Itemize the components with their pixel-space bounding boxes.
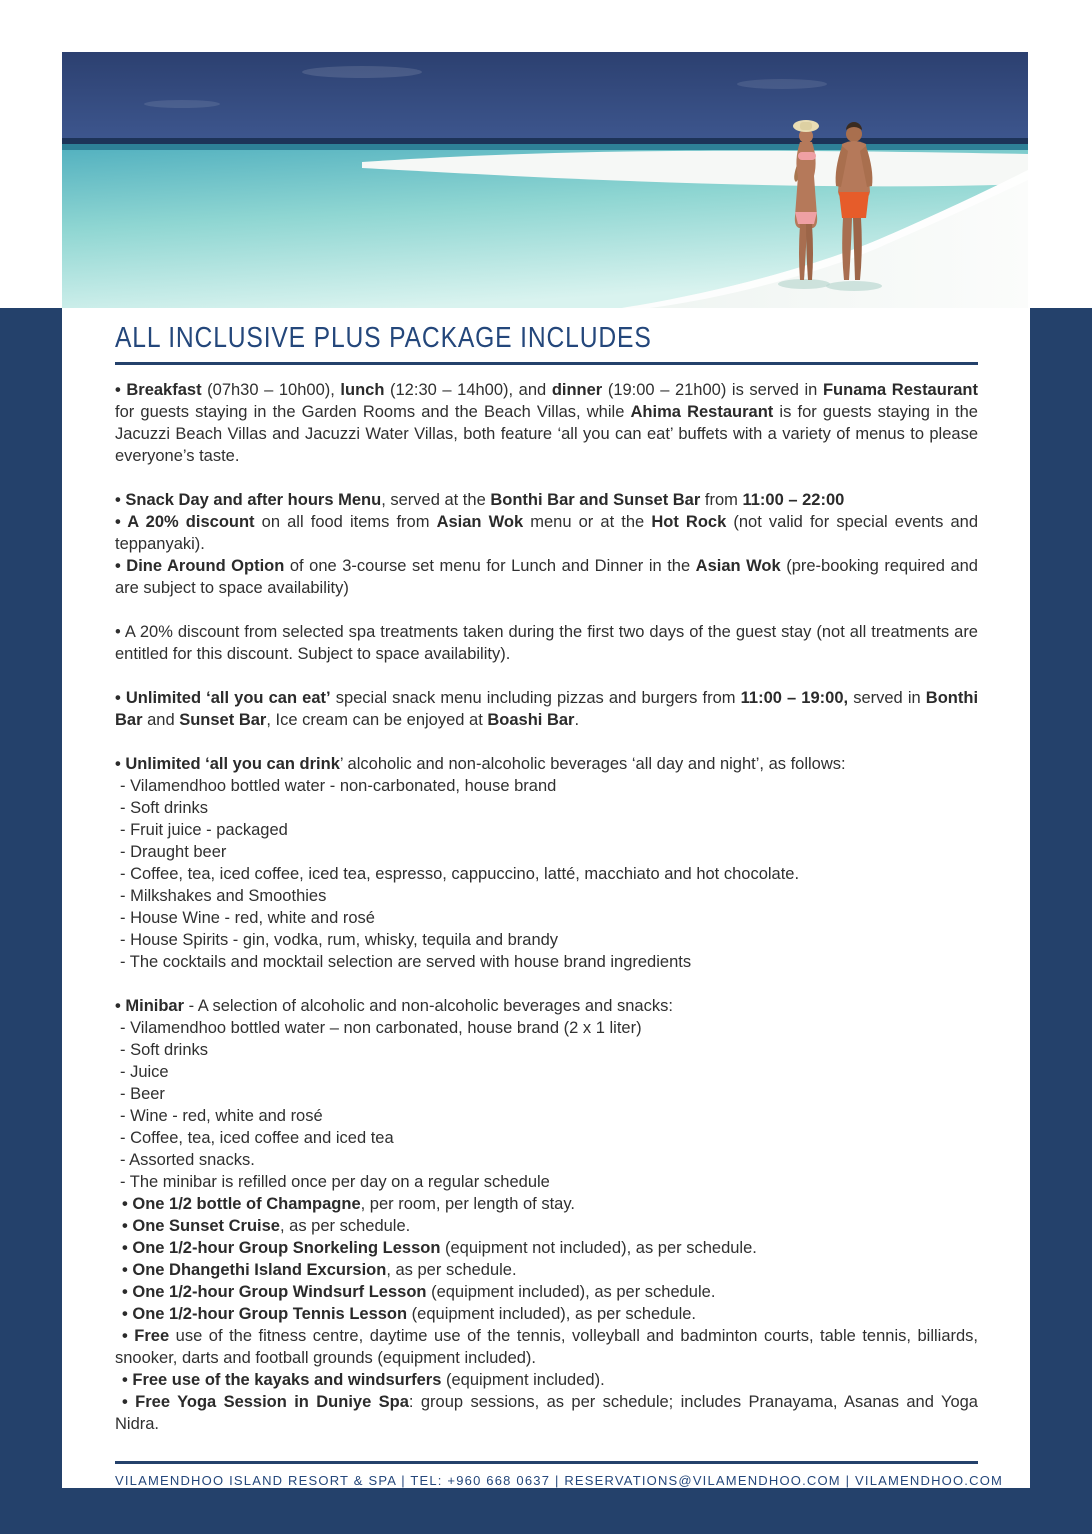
package-details: [115, 379, 978, 1435]
content-line: - Coffee, tea, iced coffee, iced tea, espresso, cappuccino, latté, macchiato and hot chocolate.: [120, 865, 800, 883]
content-line: - Soft drinks: [120, 1041, 209, 1059]
content-line: - Draught beer: [120, 843, 227, 861]
content-line: • Unlimited ‘all you can drink’ alcoholic and non-alcoholic beverages ‘all day and night’, as follows:: [115, 755, 846, 773]
horizon: [62, 138, 1028, 145]
footer-contact: VILAMENDHOO ISLAND RESORT & SPA | TEL: +960 668 0637 | RESERVATIONS@VILAMENDHOO.COM | VILAMENDHOO.COM: [115, 1473, 1004, 1488]
page-title: ALL INCLUSIVE PLUS PACKAGE INCLUDES: [115, 322, 652, 354]
content-line: - Vilamendhoo bottled water - non-carbonated, house brand: [120, 777, 557, 795]
right-border-bar: [1030, 308, 1092, 1534]
content-line: • A 20% discount from selected spa treatments taken during the first two days of the guest stay (not all treatments are entitled for this discount. Subject to space availability).: [115, 623, 978, 663]
content-line: • One 1/2 bottle of Champagne, per room, per length of stay.: [122, 1195, 575, 1213]
left-border-bar: [0, 308, 62, 1534]
title-rule: [115, 362, 978, 365]
content-line: - Wine - red, white and rosé: [120, 1107, 323, 1125]
beach-scene-illustration: [62, 52, 1028, 308]
content-line: - The minibar is refilled once per day on a regular schedule: [120, 1173, 550, 1191]
content-line: • Free use of the fitness centre, daytime use of the tennis, volleyball and badminton courts, table tennis, billiards, snooker, darts and football grounds (equipment included).: [115, 1327, 978, 1367]
content-line: - Assorted snacks.: [120, 1151, 255, 1169]
content-line: • One Dhangethi Island Excursion, as per schedule.: [122, 1261, 517, 1279]
content-line: - Beer: [120, 1085, 165, 1103]
content-line: • One 1/2-hour Group Snorkeling Lesson (equipment not included), as per schedule.: [122, 1239, 757, 1257]
content-line: • One Sunset Cruise, as per schedule.: [122, 1217, 411, 1235]
content-line: - Coffee, tea, iced coffee and iced tea: [120, 1129, 394, 1147]
content-line: • Minibar - A selection of alcoholic and non-alcoholic beverages and snacks:: [115, 997, 673, 1015]
content-line: • Dine Around Option of one 3-course set menu for Lunch and Dinner in the Asian Wok (pre-booking required and are subject to space availability): [115, 557, 978, 597]
content-line: • Unlimited ‘all you can eat’ special snack menu including pizzas and burgers from 11:00 – 19:00, served in Bonthi Bar and Sunset Bar, Ice cream can be enjoyed at Boashi Bar.: [115, 689, 979, 729]
hero-photo: [62, 52, 1028, 308]
content-line: - Vilamendhoo bottled water – non carbonated, house brand (2 x 1 liter): [120, 1019, 642, 1037]
content-line: • A 20% discount on all food items from Asian Wok menu or at the Hot Rock (not valid for special events and teppanyaki).: [115, 513, 979, 553]
content-line: • One 1/2-hour Group Windsurf Lesson (equipment included), as per schedule.: [122, 1283, 716, 1301]
content-line: • Free Yoga Session in Duniye Spa: group sessions, as per schedule; includes Pranayama, Asanas and Yoga Nidra.: [115, 1393, 978, 1433]
content-line: - Fruit juice - packaged: [120, 821, 288, 839]
content-line: - House Wine - red, white and rosé: [120, 909, 375, 927]
content-line: • Breakfast (07h30 – 10h00), lunch (12:30 – 14h00), and dinner (19:00 – 21h00) is served in Funama Restaurant for guests staying in the Garden Rooms and the Beach Villas, while Ahima Restaurant is for guests staying in the Jacuzzi Beach Villas and Jacuzzi Water Villas, both feature ‘all you can eat’ buffets with a variety of menus to please everyone’s taste.: [115, 381, 978, 465]
footer-rule: [115, 1461, 978, 1464]
sky: [62, 52, 1028, 144]
content-line: - Milkshakes and Smoothies: [120, 887, 327, 905]
content-area: [62, 308, 1030, 1488]
content-line: • One 1/2-hour Group Tennis Lesson (equipment included), as per schedule.: [122, 1305, 697, 1323]
content-line: - Soft drinks: [120, 799, 209, 817]
content-line: • Snack Day and after hours Menu, served at the Bonthi Bar and Sunset Bar from 11:00 – 22:00: [115, 491, 845, 509]
content-line: - The cocktails and mocktail selection are served with house brand ingredients: [120, 953, 692, 971]
content-line: - Juice: [120, 1063, 169, 1081]
content-line: • Free use of the kayaks and windsurfers (equipment included).: [122, 1371, 605, 1389]
content-line: - House Spirits - gin, vodka, rum, whisky, tequila and brandy: [120, 931, 559, 949]
